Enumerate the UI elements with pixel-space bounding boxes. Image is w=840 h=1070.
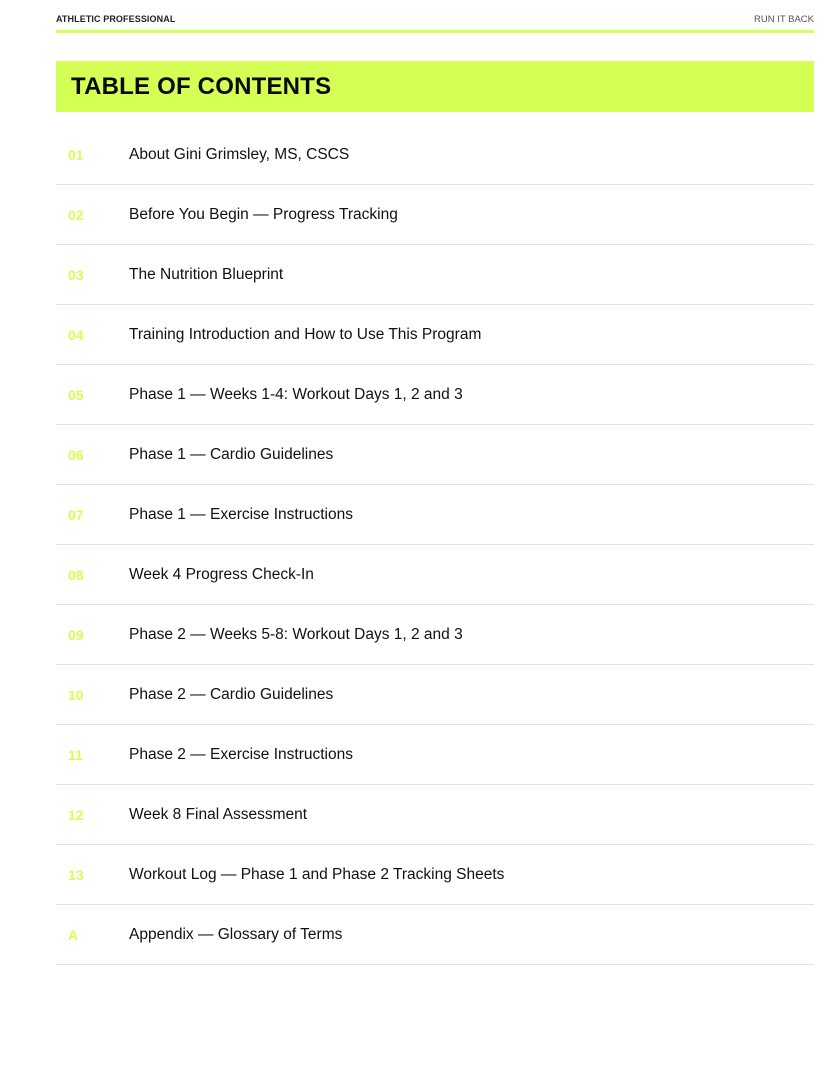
toc-entry-number: 05: [68, 386, 84, 403]
toc-entry-title: Appendix — Glossary of Terms: [129, 925, 343, 943]
toc-entry[interactable]: [56, 905, 814, 965]
toc-entry[interactable]: [56, 845, 814, 905]
toc-entry[interactable]: [56, 425, 814, 485]
toc-entry-number: 06: [68, 446, 84, 463]
toc-entry[interactable]: [56, 545, 814, 605]
toc-entry-number: A: [68, 926, 79, 943]
toc-entry-title: The Nutrition Blueprint: [129, 265, 284, 283]
toc-entry-number: 08: [68, 566, 84, 583]
toc-entry[interactable]: [56, 365, 814, 425]
toc-entry-title: Before You Begin — Progress Tracking: [129, 205, 398, 223]
page-title: TABLE OF CONTENTS: [71, 72, 332, 100]
toc-entry-title: Phase 1 — Cardio Guidelines: [129, 445, 334, 463]
toc-entry-title: Phase 1 — Exercise Instructions: [129, 505, 353, 523]
toc-entry-number: 03: [68, 266, 84, 283]
program-tagline: RUN IT BACK: [753, 13, 814, 25]
toc-entry[interactable]: [56, 725, 814, 785]
toc-entry-title: Phase 1 — Weeks 1-4: Workout Days 1, 2 and 3: [129, 385, 463, 403]
toc-entry[interactable]: [56, 305, 814, 365]
toc-entry-title: Phase 2 — Cardio Guidelines: [129, 685, 334, 703]
toc-entry-number: 07: [68, 506, 84, 523]
toc-entry[interactable]: [56, 245, 814, 305]
toc-entry[interactable]: [56, 785, 814, 845]
toc-entry-number: 10: [68, 686, 84, 703]
header-divider: [56, 30, 814, 33]
toc-entry-number: 01: [68, 146, 84, 163]
toc-entry-title: About Gini Grimsley, MS, CSCS: [129, 145, 350, 163]
toc-entry-title: Week 8 Final Assessment: [129, 805, 308, 823]
toc-entry[interactable]: [56, 605, 814, 665]
toc-entry-title: Week 4 Progress Check-In: [129, 565, 314, 583]
toc-entry-number: 04: [68, 326, 84, 343]
document-page: [56, 0, 814, 1070]
title-banner: [56, 61, 814, 112]
toc-entry-title: Phase 2 — Exercise Instructions: [129, 745, 353, 763]
toc-entry-number: 09: [68, 626, 84, 643]
toc-entry-title: Phase 2 — Weeks 5-8: Workout Days 1, 2 and 3: [129, 625, 463, 643]
toc-entry[interactable]: [56, 185, 814, 245]
toc-entry-number: 02: [68, 206, 84, 223]
toc-entry-title: Training Introduction and How to Use This Program: [129, 325, 482, 343]
toc-entry-number: 12: [68, 806, 84, 823]
toc-entry[interactable]: [56, 665, 814, 725]
toc-entry[interactable]: [56, 125, 814, 185]
toc-entry-number: 13: [68, 866, 84, 883]
toc-entry-number: 11: [68, 746, 83, 763]
running-header: [56, 12, 814, 26]
brand-name: ATHLETIC PROFESSIONAL: [56, 14, 176, 24]
toc-entry[interactable]: [56, 485, 814, 545]
toc-entry-title: Workout Log — Phase 1 and Phase 2 Tracking Sheets: [129, 865, 505, 883]
toc-list: [56, 125, 814, 965]
